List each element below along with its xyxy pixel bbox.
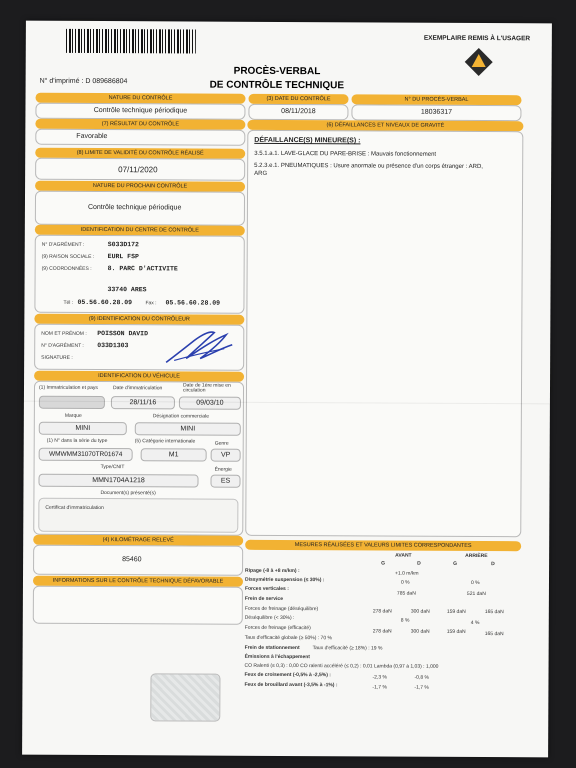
- service-label: Date de 1ère mise en circulation: [182, 382, 231, 394]
- next-value: Contrôle technique périodique: [87, 203, 182, 212]
- mileage-header: (4) KILOMÉTRAGE RELEVÉ: [33, 535, 243, 546]
- freinage-des-label: Forces de freinage (déséquilibre): [244, 605, 319, 613]
- measures-section: [244, 550, 519, 691]
- vin-value: WMWMM31070TR01674: [39, 448, 133, 461]
- parking-value: Taux d'efficacité (≥ 18%) : 19 %: [312, 645, 383, 652]
- tel-label: Tél :: [63, 299, 74, 306]
- next-header: NATURE DU PROCHAIN CONTRÔLE: [35, 181, 245, 192]
- avant-g: G: [381, 560, 385, 567]
- deseq-avant: 8 %: [400, 617, 410, 624]
- inspection-report-sheet: [22, 21, 552, 758]
- fe-avant-g: 278 daN: [372, 628, 392, 635]
- exhaust-label: Émissions à l'échappement: [244, 653, 311, 661]
- vehicle-box: [33, 381, 244, 536]
- energy-label: Énergie: [214, 466, 232, 473]
- nature-value: Contrôle technique périodique: [35, 103, 245, 120]
- security-hologram: [150, 673, 220, 721]
- defect-line-1: 3.5.1.a.1. LAVE-GLACE DU PARE-BRISE : Mauvais fonctionnement: [254, 150, 437, 158]
- service-brake-label: Frein de service: [244, 595, 283, 602]
- docs-value: Certificat d'immatriculation: [45, 504, 104, 512]
- freinage-eff-label: Forces de freinage (efficacité): [244, 624, 311, 632]
- company-label: (9) RAISON SOCIALE :: [41, 253, 95, 260]
- low-beam-label: Feux de croisement (-0,5% à -2,5%) :: [244, 671, 331, 679]
- title-line2: DE CONTRÔLE TECHNIQUE: [209, 79, 345, 92]
- result-value: Favorable: [76, 132, 108, 141]
- centre-box: [34, 235, 244, 314]
- commercial-value: MINI: [135, 422, 241, 436]
- avant-label: AVANT: [395, 552, 412, 559]
- first-reg-value: 28/11/16: [111, 396, 175, 409]
- energy-value: ES: [210, 475, 240, 488]
- avant-d: D: [417, 560, 421, 567]
- controller-name-value: POISSON DAVID: [97, 330, 149, 338]
- global-efficiency: Taux d'efficacité globale (≥ 50%) : 70 %: [244, 634, 332, 642]
- dissym-avant: 0 %: [400, 579, 410, 586]
- fog-d: -1,7 %: [414, 684, 429, 691]
- fe-arriere-g: 159 daN: [446, 628, 466, 635]
- dissym-arriere: 0 %: [470, 579, 480, 587]
- arriere-d: D: [491, 561, 495, 568]
- arriere-g: G: [453, 560, 457, 567]
- fax-value: 05.56.60.28.09: [165, 299, 221, 307]
- low-beam-g: -2,3 %: [372, 674, 387, 681]
- address-label: (9) COORDONNÉES :: [41, 265, 92, 272]
- result-header: (7) RÉSULTAT DU CONTRÔLE: [35, 119, 245, 130]
- pv-header: N° DU PROCÈS-VERBAL: [351, 94, 521, 105]
- mileage-value: 85460: [122, 556, 142, 564]
- triangle-seal-icon: [464, 47, 494, 77]
- brand-label: Marque: [64, 412, 82, 419]
- date-value: 08/11/2018: [248, 104, 348, 121]
- parking-label: Frein de stationnement: [244, 644, 300, 652]
- fe-avant-d: 300 daN: [410, 628, 430, 635]
- validity-box: [35, 158, 245, 181]
- centre-agreement-label: N° D'AGRÉMENT :: [41, 241, 85, 248]
- co-line: CO Ralenti (≤ 0,3) : 0,00 CO ralenti accéléré (≤ 0,2) : 0,01 Lambda (0,97 à 1,03) : 1,000: [244, 662, 439, 670]
- title-line1: PROCÈS-VERBAL: [233, 65, 321, 78]
- date-header: (3) DATE DU CONTRÔLE: [248, 94, 348, 105]
- genre-value: VP: [211, 449, 241, 462]
- defects-header: (6) DÉFAILLANCES ET NIVEAUX DE GRAVITÉ: [247, 120, 523, 131]
- ripage-label: Ripage (-8 à +8 m/km) :: [245, 567, 300, 575]
- defect-line-2: 5.2.3.e.1. PNEUMATIQUES : Usure anormale ou présence d'un corps étranger : ARD,: [254, 162, 483, 171]
- controller-agreement-value: 033D1303: [97, 342, 129, 350]
- tel-value: 05.56.60.28.09: [77, 298, 133, 307]
- first-reg-label: Date d'immatriculation: [112, 385, 163, 392]
- fax-label: Fax :: [145, 300, 157, 307]
- copy-label: EXEMPLAIRE REMIS À L'USAGER: [423, 34, 531, 43]
- docs-box: [38, 498, 238, 533]
- signature-label: SIGNATURE :: [41, 354, 73, 361]
- city-value: 33740 ARES: [107, 286, 147, 294]
- centre-header: IDENTIFICATION DU CENTRE DE CONTRÔLE: [35, 225, 245, 236]
- fd-avant-g: 278 daN: [372, 608, 392, 615]
- controller-header: (9) IDENTIFICATION DU CONTRÔLEUR: [34, 314, 244, 325]
- type-value: MMN1704A1218: [38, 474, 198, 488]
- unfavorable-header: INFORMATIONS SUR LE CONTRÔLE TECHNIQUE DÉFAVORABLE: [33, 576, 243, 587]
- commercial-label: Désignation commerciale: [152, 413, 210, 420]
- dissym-label: Dissymétrie suspension (≤ 30%) :: [244, 576, 325, 584]
- measures-header: MESURES RÉALISÉES ET VALEURS LIMITES CORRESPONDANTES: [245, 540, 521, 551]
- validity-value: 07/11/2020: [118, 165, 158, 175]
- service-value: 09/03/10: [179, 396, 241, 409]
- deseq-label: Déséquilibre (< 30%) :: [244, 614, 295, 622]
- mileage-box: [33, 545, 243, 576]
- category-label: (5) Catégorie internationale: [134, 438, 196, 445]
- nature-header: NATURE DU CONTRÔLE: [35, 93, 245, 104]
- deseq-arriere: 4 %: [470, 619, 480, 627]
- defect-line-3: ARG: [254, 170, 268, 177]
- type-label: Type/CNIT: [100, 464, 125, 471]
- forces-label: Forces verticales :: [244, 585, 289, 593]
- pv-value: 18036317: [351, 104, 521, 121]
- printed-number-row: [40, 78, 128, 85]
- next-box: [35, 191, 245, 226]
- centre-agreement-value: S033D172: [107, 241, 139, 249]
- barcode: [66, 29, 196, 54]
- genre-label: Genre: [214, 440, 229, 447]
- ripage-value: +1.0 m/km: [395, 570, 419, 577]
- forces-avant: 785 daN: [396, 590, 416, 597]
- fd-arriere-d: 165 daN: [484, 609, 504, 616]
- reg-label: (1) Immatriculation et pays: [38, 384, 98, 392]
- fe-arriere-d: 165 daN: [484, 631, 504, 638]
- fd-arriere-g: 159 daN: [446, 608, 466, 615]
- result-box: [35, 129, 245, 146]
- fog-g: -1,7 %: [372, 684, 387, 691]
- controller-name-label: NOM ET PRÉNOM :: [41, 330, 87, 337]
- controller-agreement-label: N° D'AGRÉMENT :: [41, 342, 84, 349]
- low-beam-d: -0,8 %: [414, 674, 429, 681]
- docs-label: Document(s) présenté(s): [100, 490, 156, 497]
- category-value: M1: [141, 448, 207, 461]
- fog-label: Feux de brouillard avant (-3,5% à -1%) :: [244, 681, 338, 689]
- defects-title: DÉFAILLANCE(S) MINEURE(S) :: [254, 136, 361, 145]
- company-value: EURL FSP: [107, 253, 139, 261]
- address-value: 8. PARC D'ACTIVITE: [107, 265, 178, 273]
- printed-number: D 089686804: [85, 77, 128, 86]
- arriere-label: ARRIÈRE: [465, 552, 488, 560]
- unfavorable-box: [33, 586, 243, 625]
- brand-value: MINI: [39, 422, 127, 435]
- fd-avant-d: 300 daN: [410, 608, 430, 615]
- vehicle-header: IDENTIFICATION DU VÉHICULE: [34, 371, 244, 382]
- printed-label: N° d'imprimé :: [39, 77, 84, 85]
- validity-header: (8) LIMITE DE VALIDITÉ DU CONTRÔLE RÉALISÉ: [35, 148, 245, 159]
- defects-box: [245, 130, 523, 537]
- registration-redacted: [39, 396, 105, 409]
- vin-label: (1) N° dans la série du type: [46, 437, 108, 445]
- handwritten-signature-icon: [164, 326, 234, 366]
- forces-arriere: 521 daN: [466, 590, 486, 598]
